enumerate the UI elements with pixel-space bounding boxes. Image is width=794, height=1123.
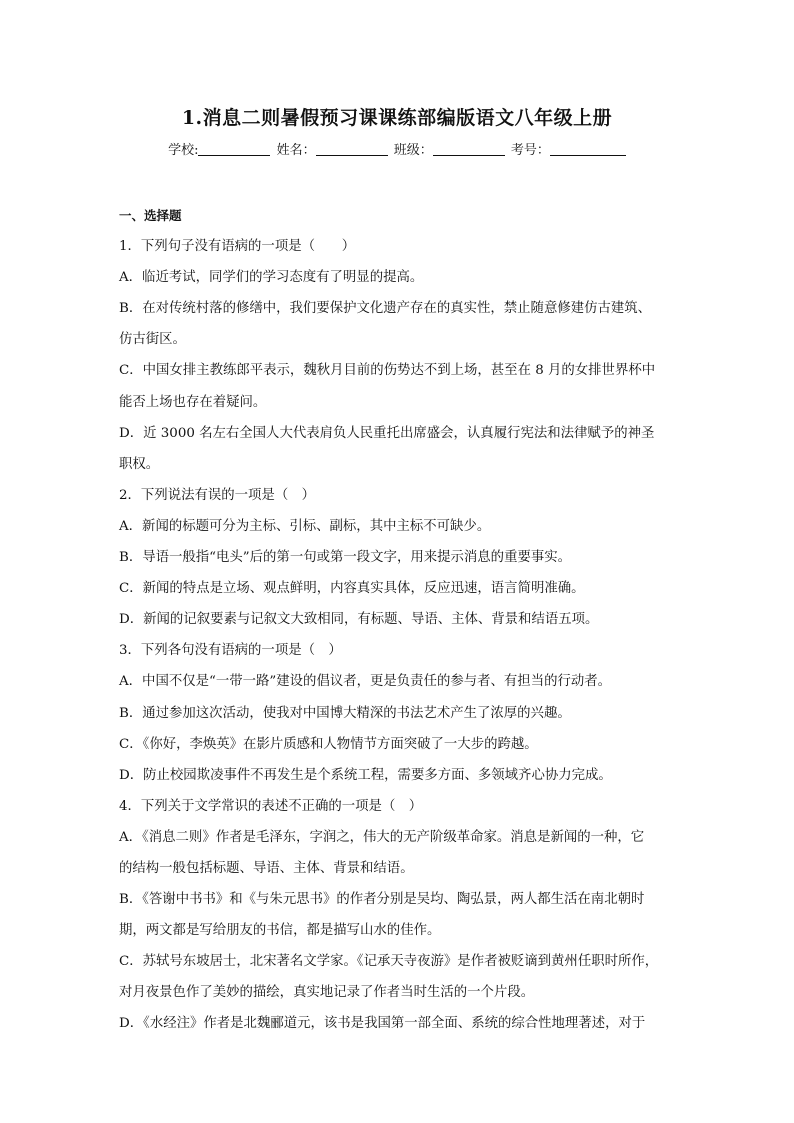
question-2 [119, 480, 679, 635]
question-stem: 3．下列各句没有语病的一项是（ ） [119, 643, 342, 659]
option-b: B．《答谢中书书》和《与朱元思书》的作者分别是吴均、陶弘景，两人都生活在南北朝时 [119, 892, 645, 908]
name-blank[interactable] [316, 142, 388, 156]
option-d: D．近 3000 名左右全国人大代表肩负人民重托出席盛会，认真履行宪法和法律赋予的神圣 [119, 425, 655, 441]
question-1 [119, 231, 679, 480]
option-c: C．新闻的特点是立场、观点鲜明，内容真实具体，反应迅速，语言简明准确。 [119, 581, 585, 597]
option-c-cont: 能否上场也存在着疑问。 [119, 394, 267, 410]
name-label: 姓名： [276, 143, 316, 158]
option-a: A．临近考试，同学们的学习态度有了明显的提高。 [119, 270, 424, 286]
number-label: 考号： [510, 143, 550, 158]
option-a-cont: 的结构一般包括标题、导语、主体、背景和结语。 [119, 860, 414, 876]
question-stem: 2．下列说法有误的一项是（ ） [119, 487, 315, 503]
option-c-cont: 对月夜景色作了美妙的描绘，真实地记录了作者当时生活的一个片段。 [119, 985, 535, 1001]
question-stem: 1．下列句子没有语病的一项是（ ） [119, 239, 356, 255]
school-blank[interactable] [198, 142, 270, 156]
class-label: 班级： [393, 143, 433, 158]
student-info-line [0, 139, 794, 158]
document-title: 1.消息二则暑假预习课课练部编版语文八年级上册 [181, 107, 613, 129]
option-a: A．《消息二则》作者是毛泽东，字润之，伟大的无产阶级革命家。消息是新闻的一种，它 [119, 829, 645, 845]
number-blank[interactable] [550, 142, 626, 156]
option-c: C．《你好，李焕英》在影片质感和人物情节方面突破了一大步的跨越。 [119, 736, 538, 752]
option-b-cont: 仿古街区。 [119, 332, 186, 348]
questions-content [119, 200, 679, 1040]
school-label: 学校: [168, 143, 199, 158]
option-b-cont: 期，两文都是写给朋友的书信，都是描写山水的佳作。 [119, 923, 441, 939]
section-heading: 一、选择题 [119, 208, 182, 223]
option-d: D．新闻的记叙要素与记叙文大致相同，有标题、导语、主体、背景和结语五项。 [119, 612, 599, 628]
option-a: A．中国不仅是“一带一路”建设的倡议者，更是负责任的参与者、有担当的行动者。 [119, 674, 612, 690]
option-d: D．《水经注》作者是北魏郦道元，该书是我国第一部全面、系统的综合性地理著述，对于 [119, 1016, 646, 1032]
option-b: B．导语一般指“电头”后的第一句或第一段文字，用来提示消息的重要事实。 [119, 550, 572, 566]
option-b: B．在对传统村落的修缮中，我们要保护文化遗产存在的真实性，禁止随意修建仿古建筑、 [119, 301, 652, 317]
question-4 [119, 791, 679, 1040]
question-3 [119, 635, 679, 790]
option-d-cont: 职权。 [119, 456, 160, 472]
option-c: C．中国女排主教练郎平表示，魏秋月目前的伤势达不到上场，甚至在 8 月的女排世界杯中 [119, 363, 656, 379]
question-stem: 4．下列关于文学常识的表述不正确的一项是（ ） [119, 798, 423, 814]
option-a: A．新闻的标题可分为主标、引标、副标，其中主标不可缺少。 [119, 518, 491, 534]
option-b: B．通过参加这次活动，使我对中国博大精深的书法艺术产生了浓厚的兴趣。 [119, 705, 571, 721]
option-d: D．防止校园欺凌事件不再发生是个系统工程，需要多方面、多领域齐心协力完成。 [119, 767, 612, 783]
option-c: C．苏轼号东坡居士，北宋著名文学家。《记承天寺夜游》是作者被贬谪到黄州任职时所作， [119, 954, 659, 970]
class-blank[interactable] [433, 142, 505, 156]
